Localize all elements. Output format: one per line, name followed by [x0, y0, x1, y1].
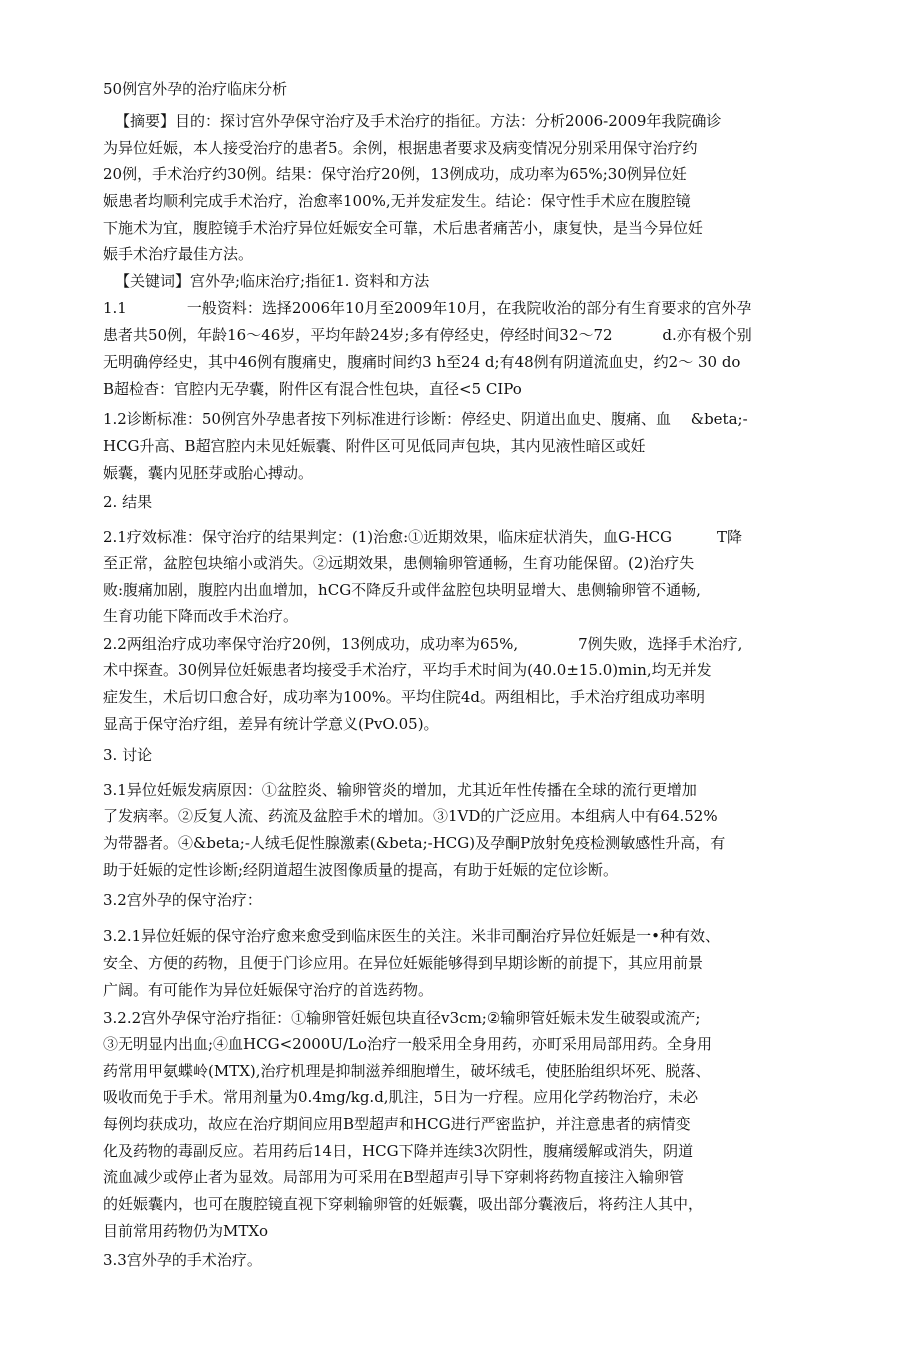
paragraph-line: 1.2诊断标准：50例宫外孕患者按下列标准进行诊断：停经史、阴道出血史、腹痛、血 &beta;- — [103, 410, 748, 428]
paragraph-line: 无明确停经史，其中46例有腹痛史，腹痛时间约3 h至24 d;有48例有阴道流血史，约2〜 30 do — [103, 353, 741, 371]
paragraph-line: 3.1异位妊娠发病原因：①盆腔炎、输卵管炎的增加，尤其近年性传播在全球的流行更增加 — [103, 781, 697, 799]
paragraph-line: HCG升高、B超宫腔内未见妊娠囊、附件区可见低同声包块，其内见液性暗区或妊 — [103, 437, 646, 455]
paragraph-line: 1.1 一般资料：选择2006年10月至2009年10月，在我院收治的部分有生育要求的宫外孕 — [103, 299, 752, 317]
abstract-line: 娠手术治疗最佳方法。 — [103, 245, 254, 263]
paragraph-line: 流血减少或停止者为显效。局部用为可采用在B型超声引导下穿刺将药物直接注入输卵管 — [103, 1168, 685, 1186]
paragraph-line: 3.2.2宫外孕保守治疗指征：①输卵管妊娠包块直径v3cm;②输卵管妊娠未发生破裂或流产; — [103, 1009, 701, 1027]
section-heading: 2. 结果 — [103, 493, 153, 511]
paragraph-line: 生育功能下降而改手术治疗。 — [103, 607, 299, 625]
abstract-line: 为异位妊娠，本人接受治疗的患者5。余例，根据患者要求及病变情况分别采用保守治疗约 — [103, 139, 698, 157]
subsection-heading: 3.3宫外孕的手术治疗。 — [103, 1251, 262, 1269]
keywords-line: 【关键词】宫外孕;临床治疗;指征1. 资料和方法 — [115, 272, 430, 290]
paragraph-line: 目前常用药物仍为MTXo — [103, 1222, 269, 1240]
paragraph-line: 症发生，术后切口愈合好，成功率为100%。平均住院4d。两组相比，手术治疗组成功率明 — [103, 688, 706, 706]
paragraph-line: 显高于保守治疗组，差异有统计学意义(PvO.05)。 — [103, 715, 439, 733]
paragraph-line: 为带器者。④&beta;-人绒毛促性腺激素(&beta;-HCG)及孕酮P放射免疫检测敏感性升高，有 — [103, 834, 726, 852]
abstract-line: 娠患者均顺利完成手术治疗，治愈率100%,无并发症发生。结论：保守性手术应在腹腔镜 — [103, 192, 691, 210]
section-heading: 3. 讨论 — [103, 746, 153, 764]
paragraph-line: 了发病率。②反复人流、药流及盆腔手术的增加。③1VD的广泛应用。本组病人中有64.52% — [103, 807, 718, 825]
paragraph-line: 助于妊娠的定性诊断;经阴道超生波图像质量的提高，有助于妊娠的定位诊断。 — [103, 861, 619, 879]
document-title: 50例宫外孕的治疗临床分析 — [103, 80, 288, 98]
paragraph-line: 3.2.1异位妊娠的保守治疗愈来愈受到临床医生的关注。米非司酮治疗异位妊娠是一•种有效、 — [103, 927, 721, 945]
abstract-line: 【摘要】目的：探讨宫外孕保守治疗及手术治疗的指征。方法：分析2006-2009年我院确诊 — [115, 112, 722, 130]
paragraph-line: 安全、方便的药物，且便于门诊应用。在异位妊娠能够得到早期诊断的前提下，其应用前景 — [103, 954, 704, 972]
paragraph-line: B超检杳：官腔内无孕囊，附件区有混合性包块，直径<5 CIPo — [103, 380, 522, 398]
paragraph-line: 2.2两组治疗成功率保守治疗20例，13例成功，成功率为65%, 7例失败，选择手术治疗, — [103, 635, 743, 653]
paragraph-line: 术中探查。30例异位妊娠患者均接受手术治疗，平均手术时间为(40.0±15.0)min,均无并发 — [103, 661, 712, 679]
abstract-line: 下施术为宜，腹腔镜手术治疗异位妊娠安全可靠，术后患者痛苦小，康复快，是当今异位妊 — [103, 219, 704, 237]
paragraph-line: 广阔。有可能作为异位妊娠保守治疗的首选药物。 — [103, 981, 434, 999]
paragraph-line: 的妊娠囊内，也可在腹腔镜直视下穿刺输卵管的妊娠囊，吸出部分囊液后，将药注人其中， — [103, 1195, 704, 1213]
paragraph-line: 败:腹痛加剧，腹腔内出血增加，hCG不降反升或伴盆腔包块明显增大、患侧输卵管不通畅, — [103, 581, 701, 599]
paragraph-line: 化及药物的毒副反应。若用药后14日，HCG下降并连续3次阴性，腹痛缓解或消失，阴道 — [103, 1142, 694, 1160]
paragraph-line: 患者共50例，年龄16〜46岁，平均年龄24岁;多有停经史，停经时间32〜72 d.亦有极个别 — [103, 326, 752, 344]
paragraph-line: 2.1疗效标准：保守治疗的结果判定：(1)治愈:①近期效果，临床症状消失，血G-HCG T降 — [103, 528, 743, 546]
paragraph-line: 至正常，盆腔包块缩小或消失。②远期效果，患侧输卵管通畅，生育功能保留。(2)治疗失 — [103, 554, 695, 572]
paragraph-line: 每例均获成功，故应在治疗期间应用B型超声和HCG进行严密监护，并注意患者的病情变 — [103, 1115, 691, 1133]
paragraph-line: 吸收而免于手术。常用剂量为0.4mg/kg.d,肌注，5日为一疗程。应用化学药物治疗，未必 — [103, 1088, 699, 1106]
abstract-line: 20例，手术治疗约30例。结果：保守治疗20例，13例成功，成功率为65%;30例异位妊 — [103, 165, 687, 183]
paragraph-line: ③无明显内出血;④血HCG<2000U/Lo治疗一般采用全身用药，亦町采用局部用药。全身用 — [103, 1035, 713, 1053]
paragraph-line: 药常用甲氨蝶岭(MTX),治疗机理是抑制滋养细胞增生，破坏绒毛，使胚胎组织坏死、脱落、 — [103, 1062, 711, 1080]
paragraph-line: 娠囊，囊内见胚芽或胎心搏动。 — [103, 464, 314, 482]
subsection-heading: 3.2宫外孕的保守治疗： — [103, 891, 262, 909]
